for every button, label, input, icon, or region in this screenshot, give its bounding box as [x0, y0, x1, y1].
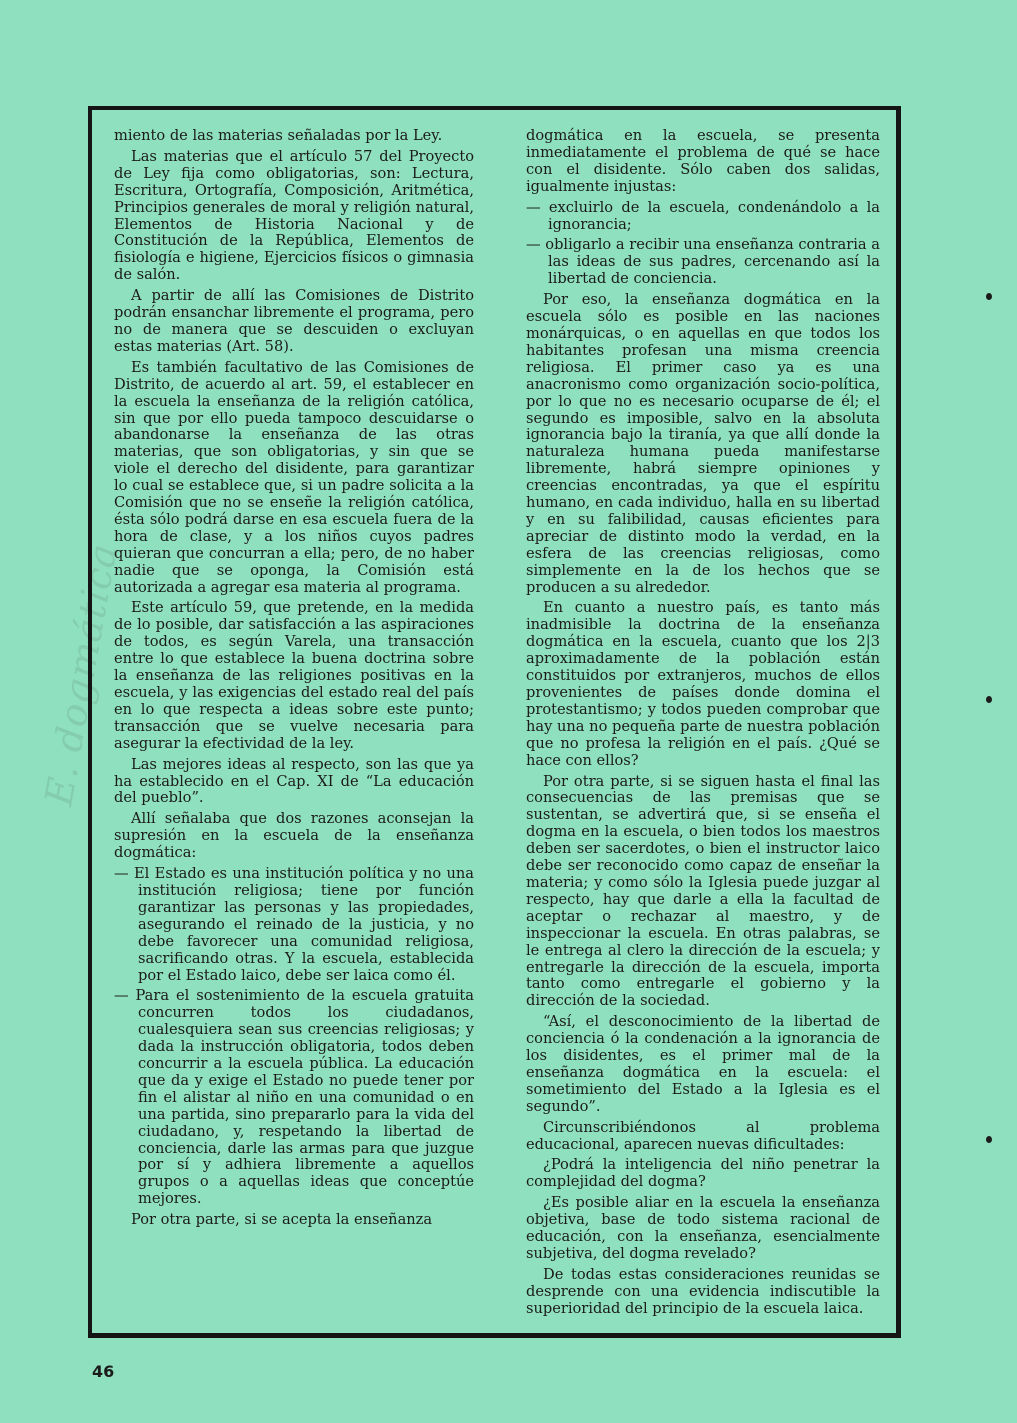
paragraph: — Para el sostenimiento de la escuela gratuita concurren todos los ciudadanos, cualesquiera sean sus creencias religiosas; y dada la instrucción obligatoria, todos deben concurrir a la escuela pública. La educación que da y exige el Estado no puede tener por fin el alistar al niño en una comunidad o en una partida, sino prepararlo para la vida del ciudadano, y, respetando la libertad de conciencia, darle las armas para que juzgue por sí y adhiera libremente a aquellos grupos o a aquellas ideas que conceptúe mejores.	[114, 987, 474, 1208]
paragraph: “Así, el desconocimiento de la libertad de conciencia ó la condenación a la ignorancia de los disidentes, es el primer mal de la enseñanza dogmática en la escuela: el sometimiento del Estado a la Iglesia es el segundo”.	[526, 1013, 880, 1115]
paragraph: Las materias que el artículo 57 del Proyecto de Ley fija como obligatorias, son: Lectura, Escritura, Ortografía, Composición, Aritmética, Principios generales de moral y religión natural, Elementos de Historia Nacional y de Constitución de la República, Elementos de fisiología e higiene, Ejercicios físicos o gimnasia de salón.	[114, 147, 474, 284]
paragraph: Es también facultativo de las Comisiones de Distrito, de acuerdo al art. 59, el establecer en la escuela la enseñanza de la religión católica, sin que por ello pueda tampoco descuidarse o abandonarse la enseñanza de las otras materias, que son obligatorias, y sin que se viole el derecho del disidente, para garantizar lo cual se establece que, si un padre solicita a la Comisión que no se enseñe la religión católica, ésta sólo podrá darse en esa escuela fuera de la hora de clase, y a los niños cuyos padres quieran que concurran a ella; pero, de no haber nadie que se oponga, la Comisión está autorizada a agregar esa materia al programa.	[114, 358, 474, 596]
paragraph: En cuanto a nuestro país, es tanto más inadmisible la doctrina de la enseñanza dogmática en la escuela, cuanto que los 2|3 aproximadamente de la población están constituidos por extranjeros, muchos de ellos provenientes de países donde domina el protestantismo; y todos pueden comprobar que hay una no pequeña parte de nuestra población que no profesa la religión en el país. ¿Qué se hace con ellos?	[526, 599, 880, 769]
paragraph: ¿Podrá la inteligencia del niño penetrar la complejidad del dogma?	[526, 1156, 880, 1191]
paragraph: dogmática en la escuela, se presenta inmediatamente el problema de qué se hace con el disidente. Sólo caben dos salidas, igualmente injustas:	[526, 127, 880, 195]
paragraph: — El Estado es una institución política y no una institución religiosa; tiene por función garantizar las personas y las propiedades, asegurando el reinado de la justicia, y no debe favorecer una comunidad religiosa, sacrificando otras. Y la escuela, establecida por el Estado laico, debe ser laica como él.	[114, 865, 474, 984]
margin-dot	[986, 696, 992, 703]
paragraph: A partir de allí las Comisiones de Distrito podrán ensanchar libremente el programa, pero no de manera que se descuiden o excluyan estas materias (Art. 58).	[114, 287, 474, 355]
paragraph: Este artículo 59, que pretende, en la medida de lo posible, dar satisfacción a las aspiraciones de todos, es según Varela, una transacción entre lo que establece la buena doctrina sobre la enseñanza de las religiones positivas en la escuela, y las exigencias del estado real del país en lo que respecta a ideas sobre este punto; transacción que se vuelve necesaria para asegurar la efectividad de la ley.	[114, 599, 474, 752]
page-number: 46	[92, 1362, 115, 1381]
paragraph: ¿Es posible aliar en la escuela la enseñanza objetiva, base de todo sistema racional de educación, con la enseñanza, esencialmente subjetiva, del dogma revelado?	[526, 1194, 880, 1262]
paragraph: — obligarlo a recibir una enseñanza contraria a las ideas de sus padres, cercenando así la libertad de conciencia.	[526, 236, 880, 288]
right-column	[526, 128, 880, 1322]
paragraph: Allí señalaba que dos razones aconsejan la supresión en la escuela de la enseñanza dogmática:	[114, 810, 474, 862]
paragraph: Por otra parte, si se acepta la enseñanza	[131, 1211, 433, 1229]
margin-dot	[986, 1136, 992, 1143]
margin-dot	[986, 293, 992, 300]
paragraph: miento de las materias señaladas por la Ley.	[114, 127, 443, 144]
paragraph: — excluirlo de la escuela, condenándolo a la ignorancia;	[526, 198, 880, 233]
paragraph: De todas estas consideraciones reunidas se desprende con una evidencia indiscutible la superioridad del principio de la escuela laica.	[526, 1265, 880, 1317]
paragraph: Por eso, la enseñanza dogmática en la escuela sólo es posible en las naciones monárquicas, o en aquellas en que todos los habitantes profesan una misma creencia religiosa. El primer caso ya es una anacronismo como organización socio-política, por lo que no es necesario ocuparse de él; el segundo es imposible, salvo en la absoluta ignorancia bajo la tiranía, ya que allí donde la naturaleza humana pueda manifestarse libremente, habrá siempre opiniones y creencias encontradas, ya que el espíritu humano, en cada individuo, halla en su libertad y en su falibilidad, causas eficientes para apreciar de distinto modo la verdad, en la esfera de las creencias religiosas, como simplemente en la de los hechos que se producen a su alrededor.	[526, 291, 880, 596]
left-column	[114, 128, 474, 1233]
handwritten-margin-note: E. dogmática	[36, 539, 126, 809]
paragraph: Las mejores ideas al respecto, son las que ya ha establecido en el Cap. XI de “La educación del pueblo”.	[114, 755, 474, 807]
paragraph: Circunscribiéndonos al problema educacional, aparecen nuevas dificultades:	[526, 1118, 880, 1153]
paragraph: Por otra parte, si se siguen hasta el final las consecuencias de las premisas que se sustentan, se advertirá que, si se enseña el dogma en la escuela, o bien todos los maestros deben ser sacerdotes, o bien el instructor laico debe ser reconocido como capaz de enseñar la materia; y como sólo la Iglesia puede juzgar al respecto, hay que darle a ella la facultad de aceptar o rechazar al maestro, y de inspeccionar la escuela. En otras palabras, se le entrega al clero la dirección de la escuela; y entregarle la dirección de la escuela, importa tanto como entregarle el gobierno y la dirección de la sociedad.	[526, 772, 880, 1010]
